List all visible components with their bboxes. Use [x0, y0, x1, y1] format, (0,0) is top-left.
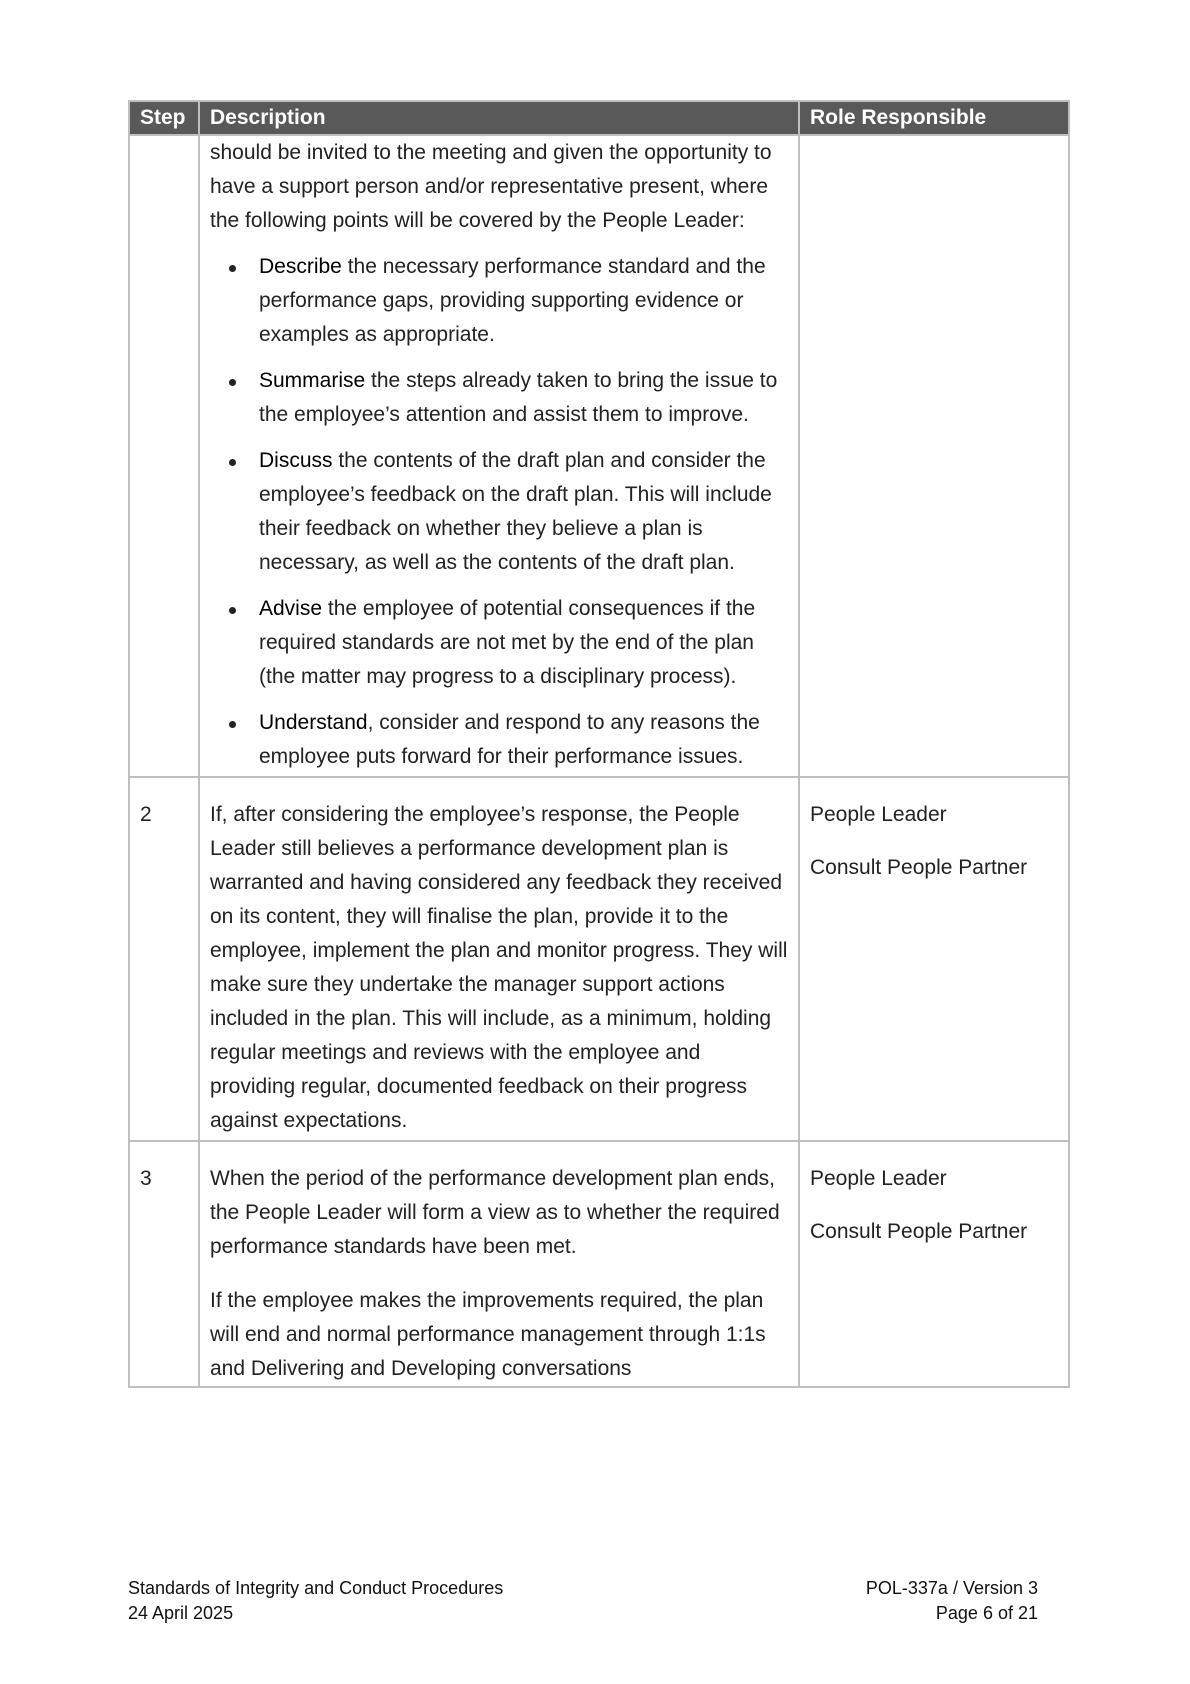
bullet-text: the necessary performance standard and the performance gaps, providing supporting evidence or examples as appropriate.: [259, 255, 766, 346]
role-cell: [799, 135, 1069, 777]
list-item: [259, 592, 788, 694]
step-number: 3: [129, 1141, 199, 1387]
bullet-icon: [229, 379, 236, 386]
step-number: 2: [129, 777, 199, 1141]
bullet-text: the steps already taken to bring the issue to the employee’s attention and assist them to improve.: [259, 369, 778, 426]
bullet-keyword: Understand: [259, 711, 368, 734]
bullet-icon: [229, 265, 236, 272]
header-description: Description: [199, 101, 799, 135]
table-row: [129, 1141, 1069, 1387]
description-cell: [199, 1141, 799, 1387]
footer-document-title: Standards of Integrity and Conduct Procedures: [128, 1578, 504, 1598]
footer-right: [866, 1576, 1038, 1626]
points-list: [210, 250, 788, 774]
bullet-keyword: Summarise: [259, 369, 366, 392]
role-primary: People Leader: [810, 1167, 947, 1190]
table-row: [129, 777, 1069, 1141]
bullet-icon: [229, 607, 236, 614]
description-paragraph: When the period of the performance development plan ends, the People Leader will form a view as to whether the required performance standards have been met.: [210, 1167, 780, 1258]
bullet-icon: [229, 721, 236, 728]
header-step: Step: [129, 101, 199, 135]
list-item: [259, 364, 788, 432]
list-item: [259, 250, 788, 352]
list-item: [259, 706, 788, 774]
bullet-keyword: Discuss: [259, 449, 333, 472]
bullet-text: the contents of the draft plan and consider the employee’s feedback on the draft plan. This will include their feedback on whether they believe a plan is necessary, as well as the contents of the draft plan.: [259, 449, 772, 574]
role-primary: People Leader: [810, 803, 947, 826]
table-row-continuation: [129, 135, 1069, 777]
footer-page-number: Page 6 of 21: [935, 1603, 1038, 1623]
footer-date: 24 April 2025: [128, 1603, 234, 1623]
role-cell: [799, 777, 1069, 1141]
list-item: [259, 444, 788, 580]
footer-left: [128, 1576, 503, 1626]
role-consult: Consult People Partner: [810, 856, 1028, 879]
description-cell: [199, 135, 799, 777]
bullet-keyword: Advise: [259, 597, 323, 620]
role-consult: Consult People Partner: [810, 1220, 1028, 1243]
step-cell: [129, 135, 199, 777]
description-paragraph: If, after considering the employee’s response, the People Leader still believes a performance development plan is warranted and having considered any feedback they received on its content, they will finalise the plan, provide it to the employee, implement the plan and monitor progress. They will make sure they undertake the manager support actions included in the plan. This will include, as a minimum, holding regular meetings and reviews with the employee and providing regular, documented feedback on their progress against expectations.: [210, 803, 788, 1132]
description-cell: [199, 777, 799, 1141]
role-cell: [799, 1141, 1069, 1387]
bullet-icon: [229, 459, 236, 466]
description-paragraph: If the employee makes the improvements required, the plan will end and normal performance management through 1:1s and Delivering and Developing conversations: [210, 1289, 766, 1380]
header-role-responsible: Role Responsible: [799, 101, 1069, 135]
bullet-text: the employee of potential consequences if the required standards are not met by the end of the plan (the matter may progress to a disciplinary process).: [259, 597, 756, 688]
bullet-text: , consider and respond to any reasons the employee puts forward for their performance issues.: [259, 711, 760, 768]
footer-document-id: POL-337a / Version 3: [865, 1578, 1038, 1598]
bullet-keyword: Describe: [259, 255, 342, 278]
continuation-intro: should be invited to the meeting and given the opportunity to have a support person and/or representative present, where the following points will be covered by the People Leader:: [210, 141, 772, 232]
table-header-row: [129, 101, 1069, 135]
procedure-table: [128, 100, 1070, 1388]
